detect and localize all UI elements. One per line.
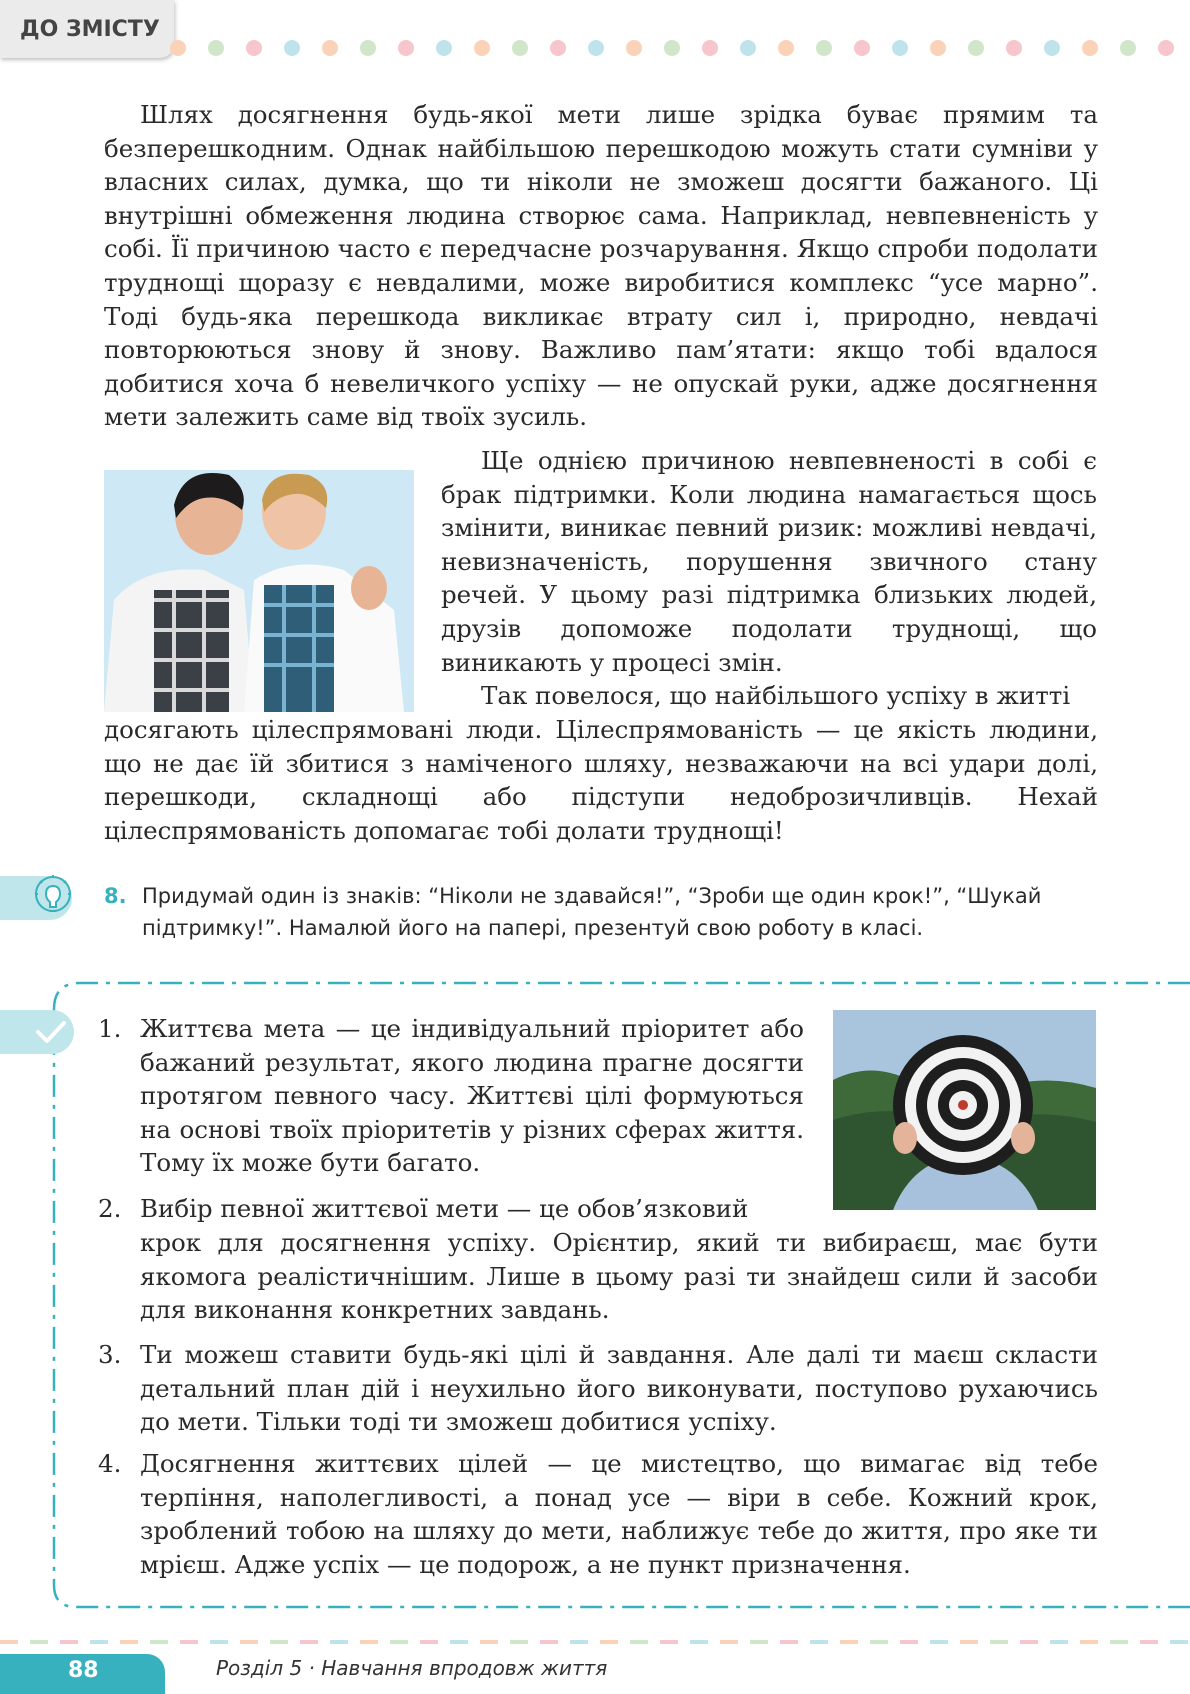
decorative-dash <box>600 1640 618 1644</box>
decorative-dash <box>150 1640 168 1644</box>
decorative-dash <box>1110 1640 1128 1644</box>
summary-item-2 <box>140 1226 1098 1327</box>
decorative-dot <box>702 40 718 56</box>
decorative-dot <box>170 40 186 56</box>
summary-item-text: Досягнення життєвих цілей — це мистецтво, що вимагає від тебе терпіння, наполегливості, а понад усе — віри в себе. Кожний крок, зроблений тобою на шляху до мети, наближує тебе до життя, про яке ти мрієш. Адже успіх — це подорож, а не пункт призначення. <box>140 1449 1098 1579</box>
decorative-dot <box>512 40 528 56</box>
decorative-dash <box>300 1640 318 1644</box>
decorative-dash <box>330 1640 348 1644</box>
summary-item-text: Життєва мета — це індивідуальний пріоритет або бажаний результат, якого людина прагне досягти протягом певного часу. Життєві цілі формуються на основі твоїх пріоритетів у різних сферах життя. Тому їх може бути багато. <box>140 1014 804 1178</box>
decorative-dot <box>436 40 452 56</box>
intro-paragraph-3-first-line: Так повелося, що найбільшого успіху в житті <box>481 681 1071 710</box>
task-number: 8. <box>104 884 127 908</box>
decorative-dot <box>892 40 908 56</box>
task-text: Придумай один із знаків: “Ніколи не здавайся!”, “Зроби ще один крок!”, “Шукай підтримку!”. Намалюй його на папері, презентуй свою роботу в класі. <box>142 884 1042 940</box>
decorative-dash <box>840 1640 858 1644</box>
decorative-dash <box>1170 1640 1188 1644</box>
summary-item-text: Вибір певної життєвої мети — це обов’язковий <box>140 1194 749 1223</box>
decorative-dot <box>246 40 262 56</box>
decorative-dot <box>398 40 414 56</box>
decorative-dash <box>360 1640 378 1644</box>
decorative-dot <box>208 40 224 56</box>
decorative-dash <box>540 1640 558 1644</box>
decorative-dot <box>664 40 680 56</box>
decorative-dash <box>570 1640 588 1644</box>
decorative-dot <box>284 40 300 56</box>
summary-item-1 <box>98 1012 804 1180</box>
boys-photo <box>104 470 414 712</box>
footer-divider <box>0 1640 1190 1644</box>
decorative-dash <box>900 1640 918 1644</box>
task-8 <box>104 880 1094 944</box>
decorative-dash <box>780 1640 798 1644</box>
summary-item-4 <box>98 1447 1098 1581</box>
decorative-dot <box>740 40 756 56</box>
decorative-dot <box>1044 40 1060 56</box>
decorative-dash <box>30 1640 48 1644</box>
decorative-dot <box>1158 40 1174 56</box>
decorative-dot <box>474 40 490 56</box>
decorative-dash <box>630 1640 648 1644</box>
lightbulb-icon <box>30 874 76 922</box>
decorative-dash <box>450 1640 468 1644</box>
decorative-dash <box>720 1640 738 1644</box>
decorative-dash <box>480 1640 498 1644</box>
summary-item-number: 4. <box>98 1449 122 1478</box>
decorative-dot <box>816 40 832 56</box>
decorative-dot <box>854 40 870 56</box>
intro-paragraph-2: Ще однією причиною невпевненості в собі є брак підтримки. Коли людина намагається щось змінити, виникає певний ризик: можливі невдачі, невизначеність, порушення звичного стану речей. У цьому разі підтримка близьких людей, друзів допоможе подолати труднощі, що виникають у процесі змін. <box>441 446 1097 677</box>
decorative-dash <box>960 1640 978 1644</box>
decorative-dash <box>690 1640 708 1644</box>
decorative-dash <box>420 1640 438 1644</box>
decorative-dash <box>210 1640 228 1644</box>
decorative-dash <box>120 1640 138 1644</box>
decorative-dash <box>180 1640 198 1644</box>
summary-item-text: крок для досягнення успіху. Орієнтир, який ти вибираєш, має бути якомога реалістичнішим. Лише в цьому разі ти знайдеш сили й засоби для виконання конкретних завдань. <box>140 1228 1098 1325</box>
decorative-dash <box>750 1640 768 1644</box>
decorative-dot <box>1082 40 1098 56</box>
decorative-dash <box>1050 1640 1068 1644</box>
decorative-dot <box>968 40 984 56</box>
intro-paragraph-1: Шлях досягнення будь-якої мети лише зрідка буває прямим та безперешкодним. Однак найбільшою перешкодою можуть стати сумніви у власних силах, думка, що ти ніколи не зможеш досягти бажаного. Ці внутрішні обмеження людина створює сама. Наприклад, невпевненість у собі. Її причиною часто є передчасне розчарування. Якщо спроби подолати труднощі щоразу є невдалими, може виробитися комплекс “усе марно”. Тоді будь-яка перешкода викликає втрату сил і, природно, невдачі повторюються знову й знову. Важливо пам’ятати: якщо тобі вдалося добитися хоча б невеличкого успіху — не опускай руки, адже досягнення мети залежить саме від твоїх зусиль. <box>104 100 1098 432</box>
decorative-dash <box>240 1640 258 1644</box>
decorative-dot <box>322 40 338 56</box>
decorative-dot <box>626 40 642 56</box>
table-of-contents-link[interactable]: ДО ЗМІСТУ <box>0 0 174 58</box>
decorative-dash <box>1080 1640 1098 1644</box>
decorative-dash <box>1020 1640 1038 1644</box>
decorative-dot <box>360 40 376 56</box>
summary-item-number: 1. <box>98 1014 122 1043</box>
decorative-dot <box>778 40 794 56</box>
decorative-dash <box>870 1640 888 1644</box>
decorative-dots-row <box>170 40 1190 56</box>
decorative-dash <box>270 1640 288 1644</box>
decorative-dot <box>550 40 566 56</box>
decorative-dash <box>1140 1640 1158 1644</box>
page-number: 88 <box>0 1654 165 1694</box>
checkmark-icon <box>34 1018 68 1046</box>
decorative-dot <box>1120 40 1136 56</box>
target-photo <box>833 1010 1096 1210</box>
decorative-dash <box>90 1640 108 1644</box>
decorative-dash <box>930 1640 948 1644</box>
decorative-dot <box>930 40 946 56</box>
summary-item-number: 2. <box>98 1194 122 1223</box>
summary-item-text: Ти можеш ставити будь-які цілі й завдання. Але далі ти маєш скласти детальний план дій і неухильно його виконувати, поступово рухаючись до мети. Тільки тоді ти зможеш добитися успіху. <box>140 1340 1098 1437</box>
decorative-dash <box>60 1640 78 1644</box>
decorative-dash <box>660 1640 678 1644</box>
summary-item-number: 3. <box>98 1340 122 1369</box>
summary-item-3 <box>98 1338 1098 1439</box>
section-title: Розділ 5 · Навчання впродовж життя <box>216 1656 608 1680</box>
decorative-dash <box>990 1640 1008 1644</box>
intro-paragraph-3: досягають цілеспрямовані люди. Цілеспрямованість — це якість людини, що не дає їй збитися з наміченого шляху, незважаючи на всі удари долі, перешкоди, складнощі або підступи недоброзичливців. Нехай цілеспрямованість допомагає тобі долати труднощі! <box>104 715 1098 845</box>
decorative-dot <box>1006 40 1022 56</box>
decorative-dash <box>810 1640 828 1644</box>
decorative-dot <box>588 40 604 56</box>
summary-item-2-first-line <box>98 1192 804 1226</box>
decorative-dash <box>0 1640 18 1644</box>
decorative-dash <box>510 1640 528 1644</box>
decorative-dash <box>390 1640 408 1644</box>
